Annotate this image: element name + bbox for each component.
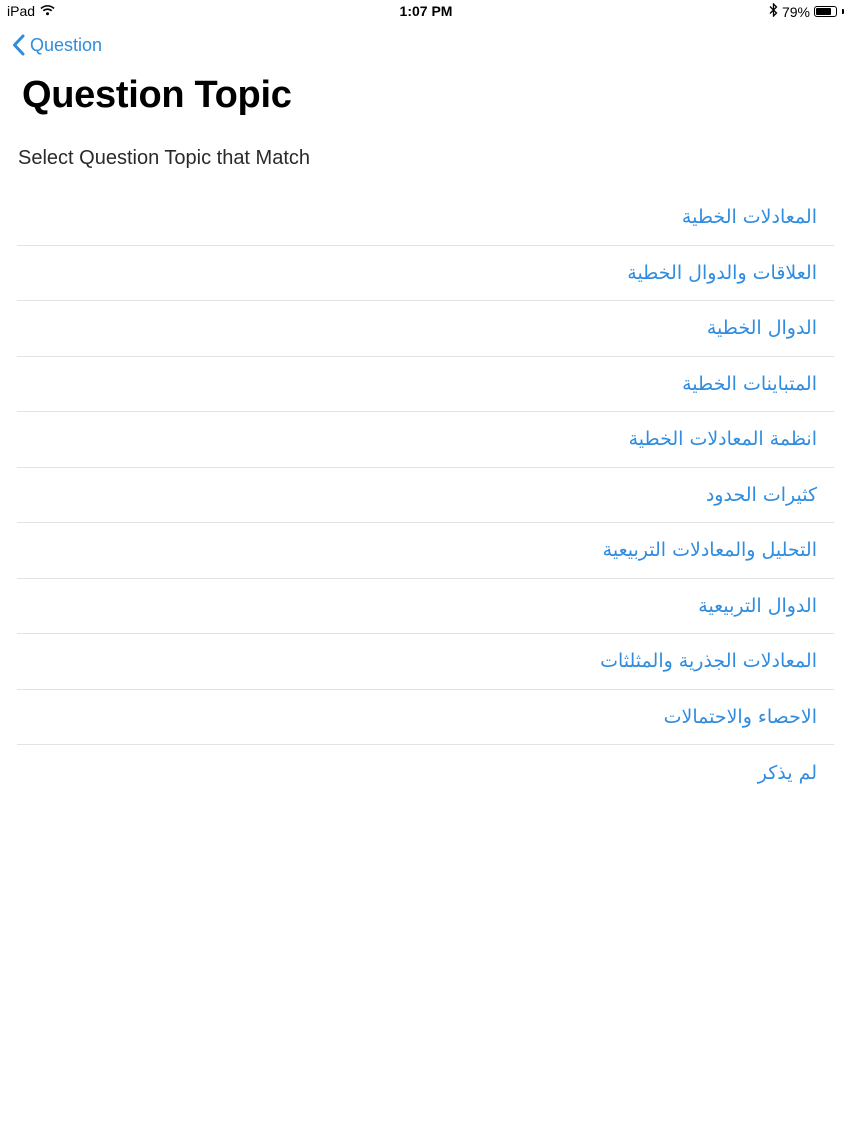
topic-row[interactable] xyxy=(17,246,834,302)
topic-row[interactable] xyxy=(17,523,834,579)
topic-row[interactable] xyxy=(17,579,834,635)
topic-row[interactable] xyxy=(17,301,834,357)
status-bar xyxy=(0,0,852,24)
topic-row[interactable] xyxy=(17,634,834,690)
topic-row[interactable] xyxy=(17,357,834,413)
topic-label: انظمة المعادلات الخطية xyxy=(628,428,817,451)
topic-list xyxy=(17,190,834,801)
status-time: 1:07 PM xyxy=(399,3,453,19)
topic-label: المعادلات الجذرية والمثلثات xyxy=(600,650,817,673)
topic-row[interactable] xyxy=(17,468,834,524)
topic-label: الاحصاء والاحتمالات xyxy=(663,705,817,728)
topic-row[interactable] xyxy=(17,412,834,468)
bluetooth-icon xyxy=(769,3,778,20)
topic-label: لم يذكر xyxy=(757,761,817,784)
page-subtitle: Select Question Topic that Match xyxy=(18,147,311,169)
topic-label: الدوال الخطية xyxy=(706,317,817,340)
battery-percent: 79% xyxy=(781,3,810,20)
topic-label: المتباينات الخطية xyxy=(682,372,817,395)
topic-label: المعادلات الخطية xyxy=(681,206,817,229)
chevron-left-icon xyxy=(12,34,25,56)
topic-label: العلاقات والدوال الخطية xyxy=(627,261,817,284)
topic-label: الدوال التربيعية xyxy=(698,594,817,617)
page-title: Question Topic xyxy=(22,74,292,116)
battery-icon xyxy=(814,6,837,17)
topic-row[interactable] xyxy=(17,690,834,746)
status-right xyxy=(769,3,844,20)
back-button-label: Question xyxy=(30,34,103,55)
topic-row[interactable] xyxy=(17,190,834,246)
battery-level-fill xyxy=(816,8,831,15)
back-button[interactable] xyxy=(12,34,102,56)
topic-label: التحليل والمعادلات التربيعية xyxy=(602,539,817,562)
battery-nub xyxy=(842,9,844,14)
topic-row[interactable] xyxy=(17,745,834,801)
device-label: iPad xyxy=(7,3,36,19)
topic-label: كثيرات الحدود xyxy=(705,483,817,506)
